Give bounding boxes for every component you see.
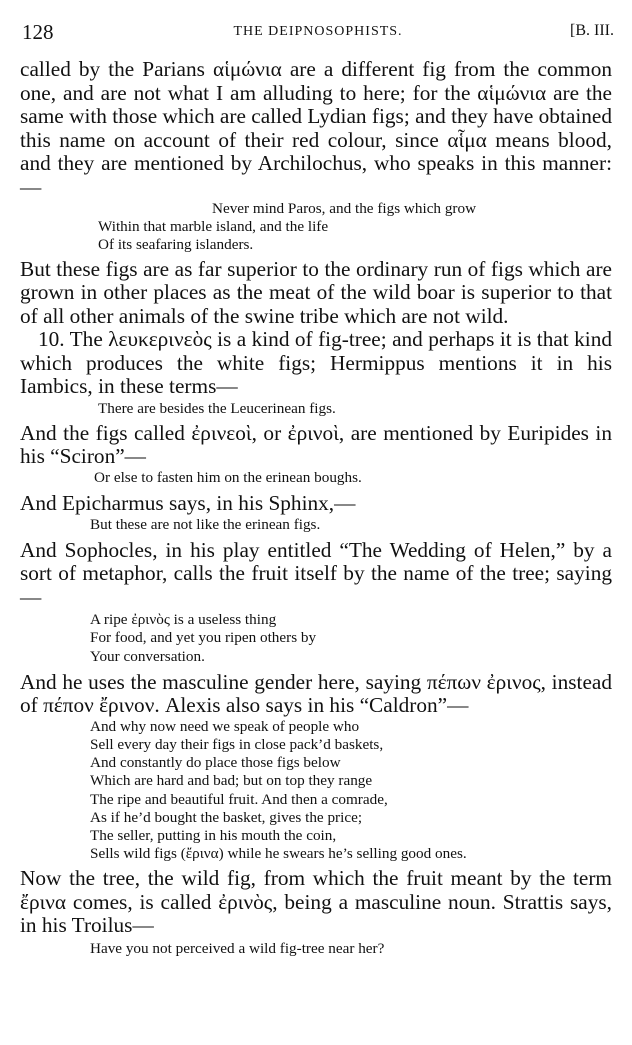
verse-line: Which are hard and bad; but on top they range — [90, 772, 373, 790]
verse-line: Have you not perceived a wild fig-tree near her? — [90, 939, 385, 957]
verse-line: And constantly do place those figs below — [90, 754, 341, 772]
verse-quotation — [20, 611, 612, 666]
verse-quotation — [20, 400, 612, 418]
paragraph: And Epicharmus says, in his Sphinx,— — [20, 491, 356, 516]
verse-line: Your conversation. — [90, 647, 205, 665]
paragraph: But these figs are as far superior to the ordinary run of figs which are grown in other places as the meat of the wild boar is superior to that of all other animals of the swine tribe which are not wild. — [20, 256, 612, 328]
verse-line: A ripe ἐρινὸς is a useless thing — [90, 611, 277, 629]
verse-line: But these are not like the erinean figs. — [90, 515, 321, 533]
paragraph: Now the tree, the wild fig, from which the fruit meant by the term ἔρινα comes, is called ἐρινὸς, being a masculine noun. Strattis says, in his Troilus— — [20, 866, 612, 938]
verse-quotation — [20, 718, 612, 864]
verse-quotation — [20, 469, 612, 487]
running-header — [22, 20, 614, 46]
verse-line: The ripe and beautiful fruit. And then a comrade, — [90, 790, 388, 808]
verse-line: Of its seafaring islanders. — [98, 236, 254, 254]
verse-quotation — [20, 200, 612, 255]
verse-line: And why now need we speak of people who — [90, 717, 360, 735]
paragraph: called by the Parians αἱμώνια are a different fig from the common one, and are not what I am alluding to here; for the αἱμώνια are the same with those which are called Lydian figs; and they have obtained this name on account of their red colour, since αἷμα means blood, and they are mentioned by Archilochus, who speaks in this manner:— — [20, 57, 612, 199]
paragraph: And the figs called ἐρινεοὶ, or ἐρινοὶ, are mentioned by Euripides in his “Sciron”— — [20, 420, 612, 469]
verse-line: The seller, putting in his mouth the coin, — [90, 827, 337, 845]
page-number: 128 — [22, 20, 54, 44]
verse-line: Within that marble island, and the life — [98, 218, 329, 236]
paragraph: And he uses the masculine gender here, saying πέπων ἐρινος, instead of πέπον ἔρινον. Alexis also says in his “Caldron”— — [20, 669, 612, 718]
verse-quotation — [20, 940, 612, 958]
page-body — [20, 58, 612, 958]
paragraph: And Sophocles, in his play entitled “The Wedding of Helen,” by a sort of metaphor, calls the fruit itself by the name of the tree; saying— — [20, 537, 612, 609]
running-title: THE DEIPNOSOPHISTS. — [233, 24, 403, 39]
verse-line: Sells wild figs (ἔρινα) while he swears he’s selling good ones. — [90, 845, 467, 863]
verse-line: Never mind Paros, and the figs which grow — [212, 200, 477, 217]
verse-line: There are besides the Leucerinean figs. — [98, 399, 336, 417]
paragraph: 10. The λευκερινεὸς is a kind of fig-tree; and perhaps it is that kind which produces the white figs; Hermippus mentions it in his Iambics, in these terms— — [20, 327, 612, 399]
verse-line: As if he’d bought the basket, gives the price; — [90, 808, 363, 826]
verse-line: For food, and yet you ripen others by — [90, 629, 317, 647]
verse-line: Or else to fasten him on the erinean boughs. — [94, 468, 362, 486]
verse-quotation — [20, 516, 612, 534]
verse-line: Sell every day their figs in close pack’d baskets, — [90, 736, 384, 754]
book-reference: [B. III. — [570, 22, 614, 39]
